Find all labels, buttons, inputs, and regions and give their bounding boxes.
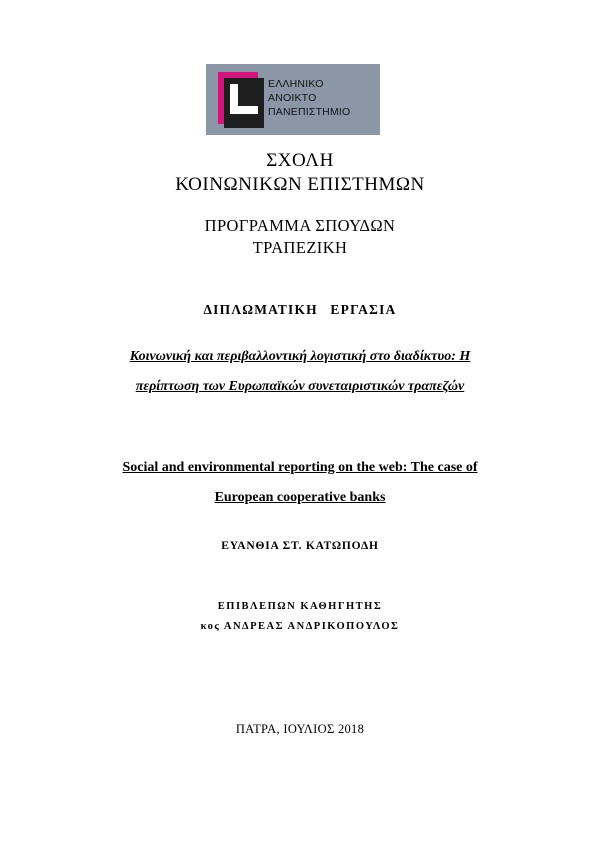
logo-text-line-3: ΠΑΝΕΠΙΣΤΗΜΙΟ xyxy=(268,106,351,118)
program-name-line-2: ΤΡΑΠΕΖΙΚΗ xyxy=(252,238,348,257)
supervisor-label: ΕΠΙΒΛΕΠΩΝ ΚΑΘΗΓΗΤΗΣ xyxy=(217,601,383,612)
title-english-line-1: Social and environmental reporting on the web: The case of xyxy=(122,460,478,475)
logo-text-line-2: ΑΝΟΙΚΤΟ xyxy=(268,92,317,104)
thesis-type: ΔΙΠΛΩΜΑΤΙΚΗ ΕΡΓΑΣΙΑ xyxy=(203,302,397,317)
title-english-line-2: European cooperative banks xyxy=(214,490,386,505)
author-name: ΕΥΑΝΘΙΑ ΣΤ. ΚΑΤΩΠΟΔΗ xyxy=(221,540,379,552)
title-greek-line-2: περίπτωση των Ευρωπαϊκών συνεταιριστικών τραπεζών xyxy=(135,379,465,394)
program-name-line-1: ΠΡΟΓΡΑΜΜΑ ΣΠΟΥΔΩΝ xyxy=(204,216,396,235)
place-date: ΠΑΤΡΑ, ΙΟΥΛΙΟΣ 2018 xyxy=(235,722,365,736)
school-name-line-1: ΣΧΟΛΗ xyxy=(266,150,334,171)
university-logo-icon xyxy=(218,72,264,128)
title-greek-line-1: Κοινωνική και περιβαλλοντική λογιστική στο διαδίκτυο: Η xyxy=(129,349,471,364)
supervisor-name: κος ΑΝΔΡΕΑΣ ΑΝΔΡΙΚΟΠΟΥΛΟΣ xyxy=(200,621,400,632)
school-name-line-2: ΚΟΙΝΩΝΙΚΩΝ ΕΠΙΣΤΗΜΩΝ xyxy=(175,174,425,195)
university-logo xyxy=(206,64,380,135)
logo-text-line-1: ΕΛΛΗΝΙΚΟ xyxy=(268,78,324,90)
